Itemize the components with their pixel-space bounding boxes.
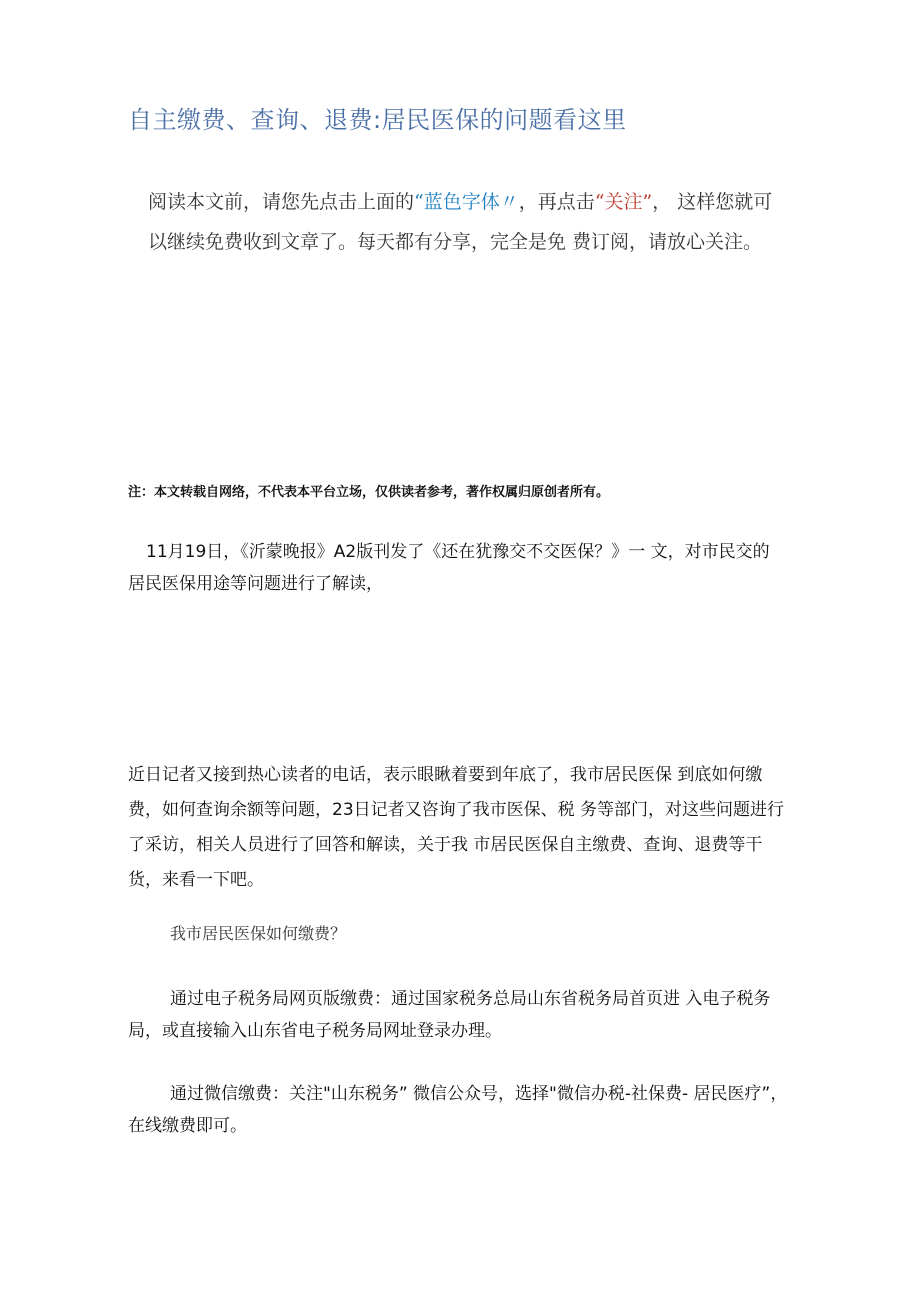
paragraph-reporter: 近日记者又接到热心读者的电话，表示眼瞅着要到年底了，我市居民医保 到底如何缴费，如何查询余额等问题，23日记者又咨询了我市医保、税 务等部门，对这些问题进行了采访，相关人员进行了回答和解读，关于我 市居民医保自主缴费、查询、退费等干货，来看一下吧。 bbox=[128, 765, 785, 890]
follow-link[interactable]: “关注” bbox=[594, 191, 653, 213]
paragraph-web-payment: 通过电子税务局网页版缴费：通过国家税务总局山东省税务局首页进 入电子税务局，或直接输入山东省电子税务局网址登录办理。 bbox=[128, 989, 771, 1041]
copyright-note: 注：本文转载自网络，不代表本平台立场，仅供读者参考，著作权属归原创者所有。 bbox=[128, 485, 610, 500]
intro-text-2: ，再点击 bbox=[518, 191, 595, 213]
paragraph-newspaper: 11月19日，《沂蒙晚报》A2版刊发了《还在犹豫交不交医保？》一 文，对市民交的居民医保用途等问题进行了解读， bbox=[128, 542, 770, 594]
section-heading: 我市居民医保如何缴费？ bbox=[170, 924, 347, 943]
intro-paragraph bbox=[148, 182, 788, 262]
intro-text-3: ， 这样您就可以继续免费收到文章了。每天都有分享，完全是免 费订阅，请放心关注。 bbox=[148, 191, 773, 253]
paragraph-wechat-payment: 通过微信缴费：关注"山东税务” 微信公众号，选择"微信办税-社保费- 居民医疗”，在线缴费即可。 bbox=[128, 1084, 788, 1136]
article-title: 自主缴费、查询、退费:居民医保的问题看这里 bbox=[128, 106, 627, 134]
intro-text-1: 阅读本文前，请您先点击上面的 bbox=[148, 191, 415, 213]
blue-font-link[interactable]: “蓝色字体〃 bbox=[414, 191, 519, 213]
